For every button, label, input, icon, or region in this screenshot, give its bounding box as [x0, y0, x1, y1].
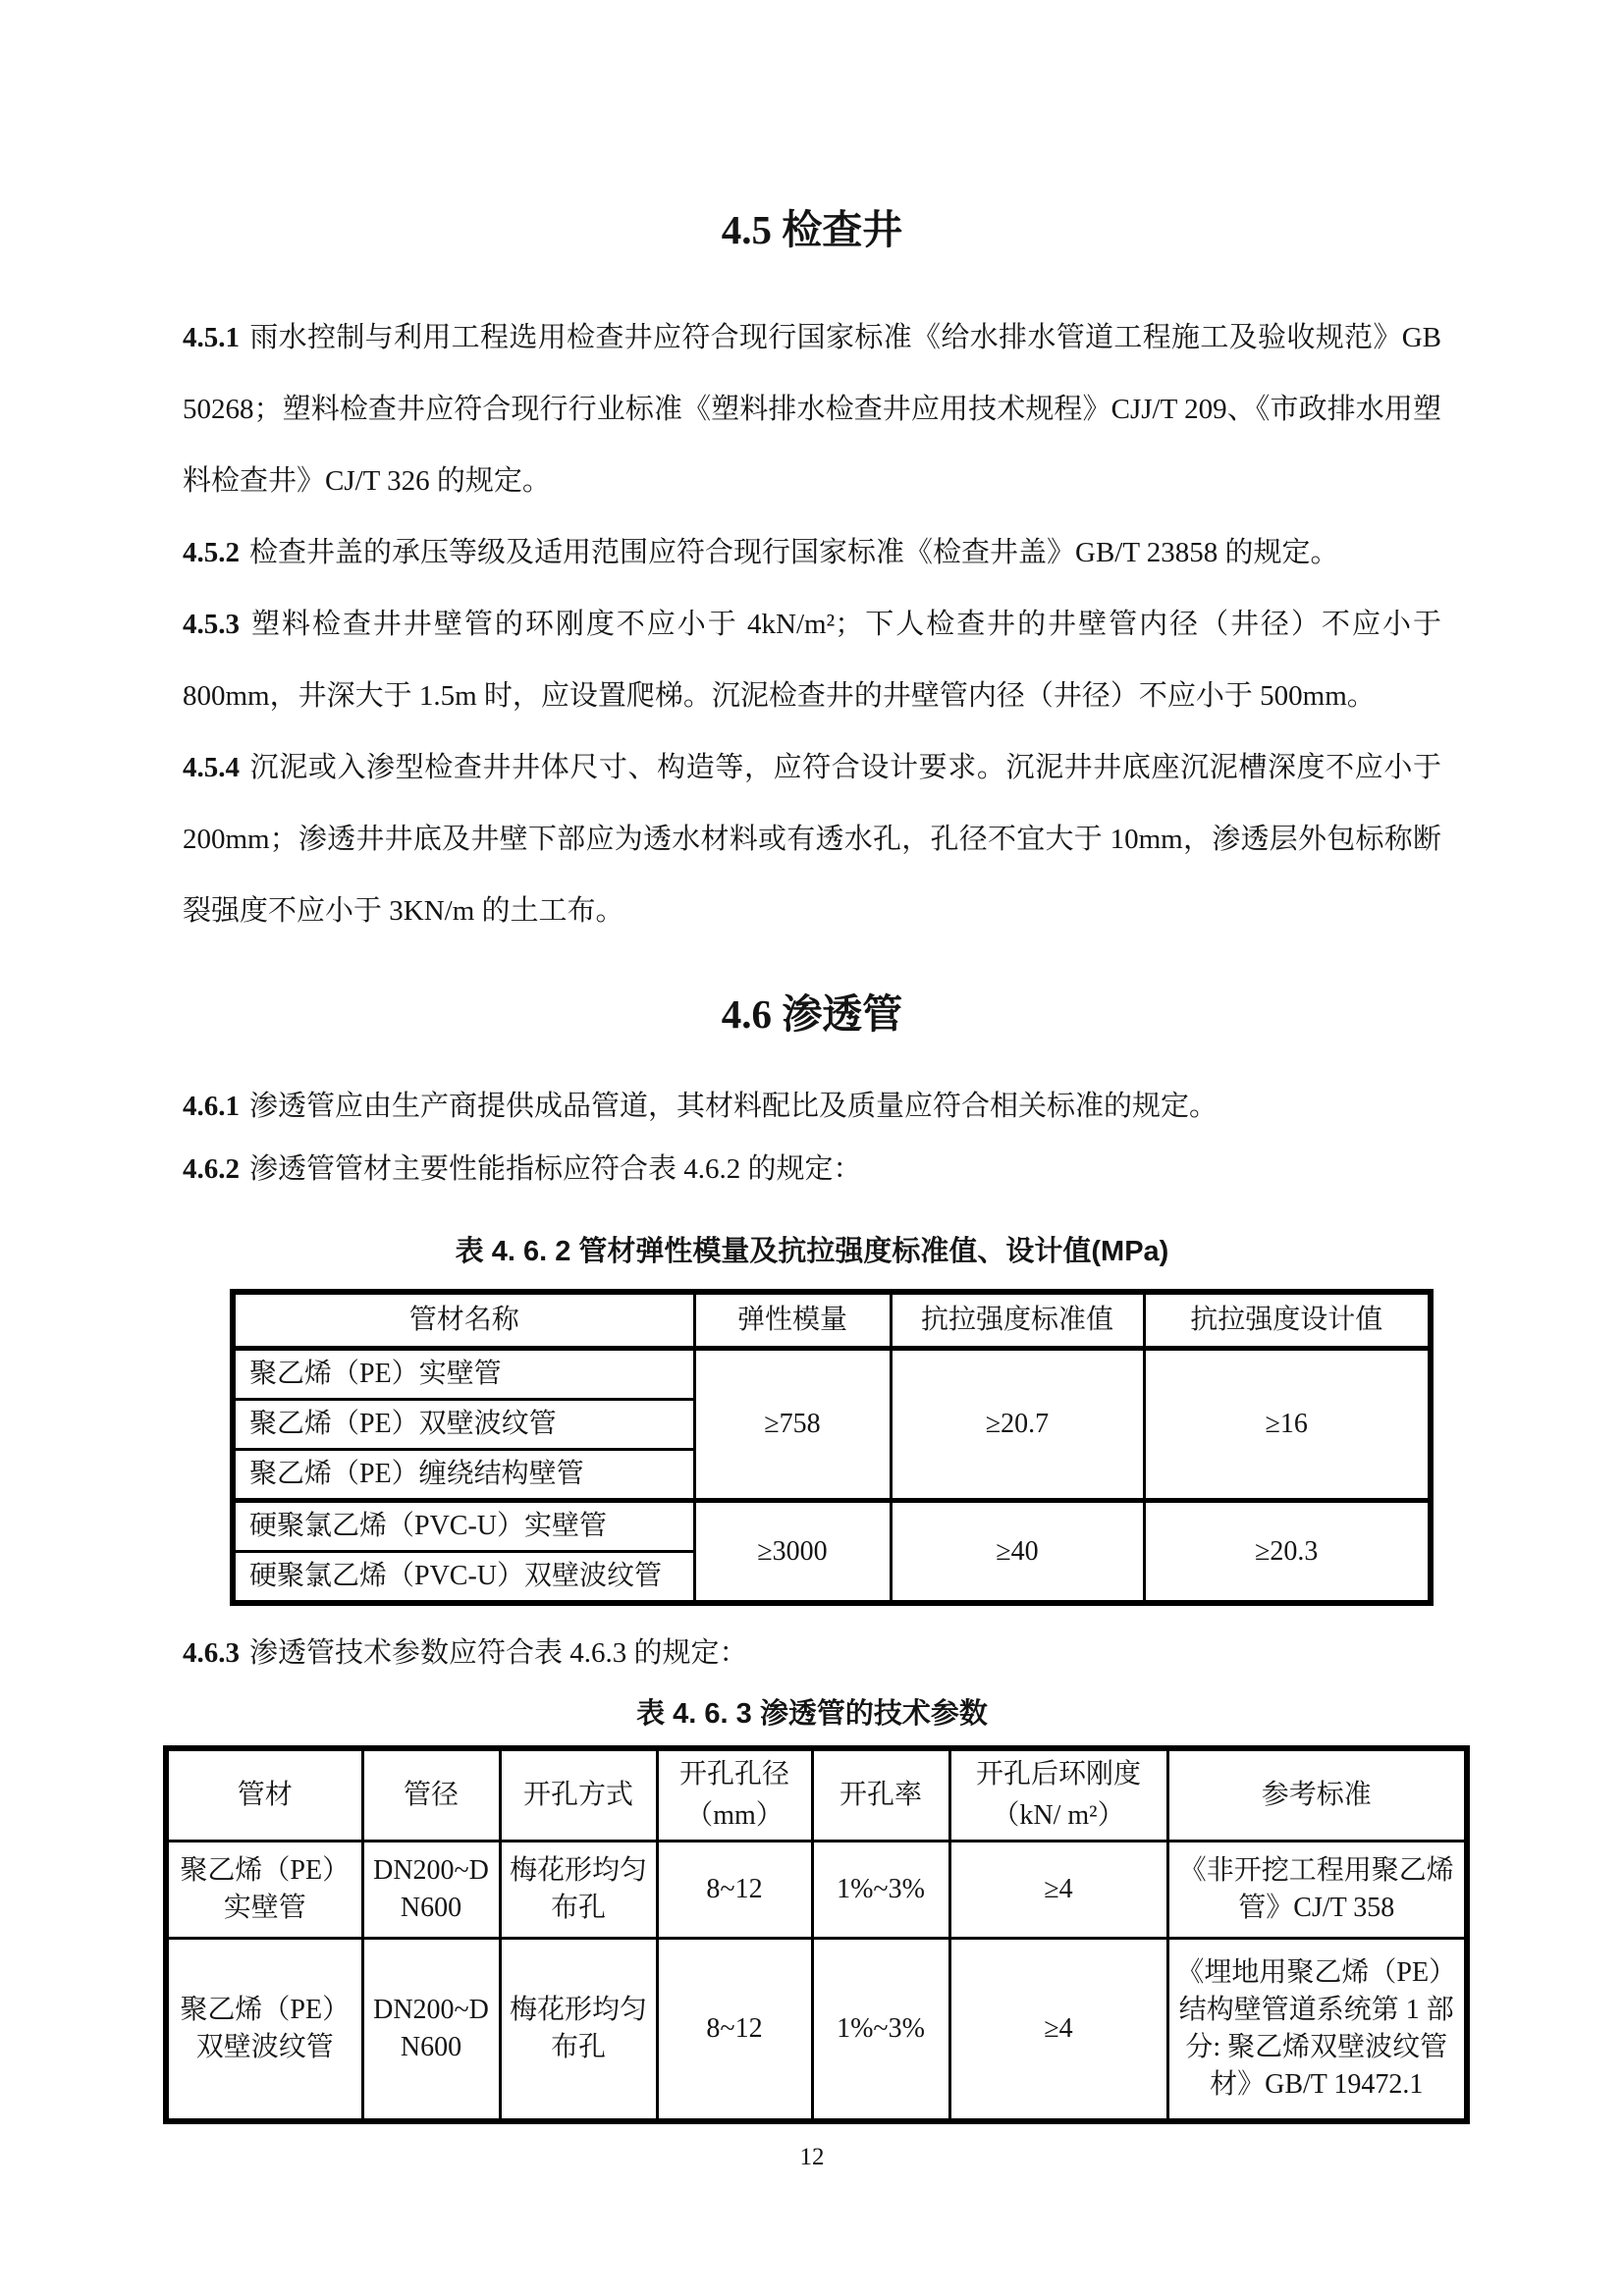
clause-number: 4.6.2 [183, 1153, 240, 1185]
clause-4-6-2 [183, 1138, 1441, 1201]
pipe-name-cell: 硬聚氯乙烯（PVC-U）双壁波纹管 [233, 1552, 694, 1604]
table-row [233, 1349, 1431, 1400]
material-cell: 聚乙烯（PE）实壁管 [166, 1842, 362, 1939]
ring-stiffness-cell: ≥4 [949, 1939, 1167, 2122]
col-header-hole-size [657, 1748, 812, 1842]
col-header-ring-stiffness [949, 1748, 1167, 1842]
table-4-6-3 [163, 1745, 1470, 2124]
table-4-6-3-caption: 表 4. 6. 3 渗透管的技术参数 [636, 1698, 988, 1730]
col-header-elastic-modulus: 弹性模量 [694, 1292, 891, 1349]
modulus-cell: ≥3000 [694, 1501, 891, 1604]
header-line: 管材 [237, 1780, 293, 1810]
clause-number: 4.6.3 [183, 1637, 240, 1669]
header-line: 开孔率 [839, 1780, 922, 1810]
clause-4-5-2 [183, 517, 1441, 589]
pipe-name-cell: 聚乙烯（PE）双壁波纹管 [233, 1400, 694, 1450]
clause-number: 4.5.1 [183, 322, 240, 353]
table-row [166, 1939, 1467, 2122]
table-row [233, 1501, 1431, 1552]
clause-text: 渗透管应由生产商提供成品管道，其材料配比及质量应符合相关标准的规定。 [249, 1091, 1218, 1122]
pipe-name-cell: 聚乙烯（PE）实壁管 [233, 1349, 694, 1400]
col-header-reference [1167, 1748, 1467, 1842]
clause-text: 雨水控制与利用工程选用检查井应符合现行国家标准《给水排水管道工程施工及验收规范》GB 50268；塑料检查井应符合现行行业标准《塑料排水检查井应用技术规程》CJJ/T 209、《市政排水用塑料检查井》CJ/T 326 的规定。 [183, 322, 1441, 497]
header-line: （kN/ m²） [992, 1800, 1125, 1831]
tensile-design-cell: ≥16 [1144, 1349, 1431, 1501]
ring-stiffness-cell: ≥4 [949, 1842, 1167, 1939]
table-4-6-2 [230, 1289, 1434, 1606]
clause-text: 沉泥或入渗型检查井井体尺寸、构造等，应符合设计要求。沉泥井井底座沉泥槽深度不应小于 200mm；渗透井井底及井壁下部应为透水材料或有透水孔，孔径不宜大于 10mm，渗透层外包标称断裂强度不应小于 3KN/m 的土工布。 [183, 752, 1441, 927]
pipe-name-cell: 硬聚氯乙烯（PVC-U）实壁管 [233, 1501, 694, 1552]
diameter-cell: DN200~DN600 [362, 1842, 500, 1939]
col-header-hole-method [500, 1748, 657, 1842]
table-header-row [166, 1748, 1467, 1842]
reference-cell: 《非开挖工程用聚乙烯管》CJ/T 358 [1167, 1842, 1467, 1939]
col-header-pipe-name: 管材名称 [233, 1292, 694, 1349]
clause-4-5-3 [183, 589, 1441, 732]
section-4-5-title: 4.5 检查井 [721, 207, 903, 252]
clause-text: 渗透管技术参数应符合表 4.6.3 的规定： [249, 1637, 748, 1669]
hole-rate-cell: 1%~3% [812, 1939, 949, 2122]
header-line: 开孔后环刚度 [975, 1759, 1141, 1789]
material-cell: 聚乙烯（PE）双壁波纹管 [166, 1939, 362, 2122]
hole-method-cell: 梅花形均匀布孔 [500, 1842, 657, 1939]
col-header-diameter [362, 1748, 500, 1842]
table-row [166, 1842, 1467, 1939]
reference-cell: 《埋地用聚乙烯（PE）结构壁管道系统第 1 部分: 聚乙烯双壁波纹管材》GB/T 19472.1 [1167, 1939, 1467, 2122]
diameter-cell: DN200~DN600 [362, 1939, 500, 2122]
tensile-design-cell: ≥20.3 [1144, 1501, 1431, 1604]
clause-text: 塑料检查井井壁管的环刚度不应小于 4kN/m²；下人检查井的井壁管内径（井径）不应小于 800mm，井深大于 1.5m 时，应设置爬梯。沉泥检查井的井壁管内径（井径）不应小于 500mm。 [183, 609, 1441, 712]
header-line: 管径 [403, 1780, 459, 1810]
table-4-6-2-caption: 表 4. 6. 2 管材弹性模量及抗拉强度标准值、设计值(MPa) [455, 1236, 1169, 1267]
clause-4-6-3 [183, 1626, 1441, 1681]
col-header-material [166, 1748, 362, 1842]
hole-rate-cell: 1%~3% [812, 1842, 949, 1939]
col-header-hole-rate [812, 1748, 949, 1842]
tensile-standard-cell: ≥40 [891, 1501, 1144, 1604]
hole-size-cell: 8~12 [657, 1842, 812, 1939]
clause-text: 渗透管管材主要性能指标应符合表 4.6.2 的规定： [249, 1153, 862, 1185]
section-4-6-body [183, 1075, 1441, 1201]
section-4-6-title: 4.6 渗透管 [721, 991, 903, 1037]
col-header-tensile-design: 抗拉强度设计值 [1144, 1292, 1431, 1349]
clause-number: 4.5.4 [183, 752, 240, 783]
header-line: 参考标准 [1261, 1780, 1372, 1810]
clause-4-5-1 [183, 302, 1441, 517]
clause-text: 检查井盖的承压等级及适用范围应符合现行国家标准《检查井盖》GB/T 23858 的规定。 [249, 537, 1339, 568]
clause-4-6-1 [183, 1075, 1441, 1138]
hole-method-cell: 梅花形均匀布孔 [500, 1939, 657, 2122]
clause-number: 4.5.2 [183, 537, 240, 568]
header-line: 开孔方式 [522, 1780, 633, 1810]
clause-number: 4.6.1 [183, 1091, 240, 1122]
page-number: 12 [799, 2144, 825, 2170]
clause-number: 4.5.3 [183, 609, 240, 640]
col-header-tensile-standard: 抗拉强度标准值 [891, 1292, 1144, 1349]
tensile-standard-cell: ≥20.7 [891, 1349, 1144, 1501]
modulus-cell: ≥758 [694, 1349, 891, 1501]
section-4-5-body [183, 302, 1441, 947]
header-line: 开孔孔径 [678, 1759, 789, 1789]
header-line: （mm） [685, 1800, 784, 1831]
hole-size-cell: 8~12 [657, 1939, 812, 2122]
clause-4-5-4 [183, 732, 1441, 947]
pipe-name-cell: 聚乙烯（PE）缠绕结构壁管 [233, 1450, 694, 1501]
table-header-row [233, 1292, 1431, 1349]
